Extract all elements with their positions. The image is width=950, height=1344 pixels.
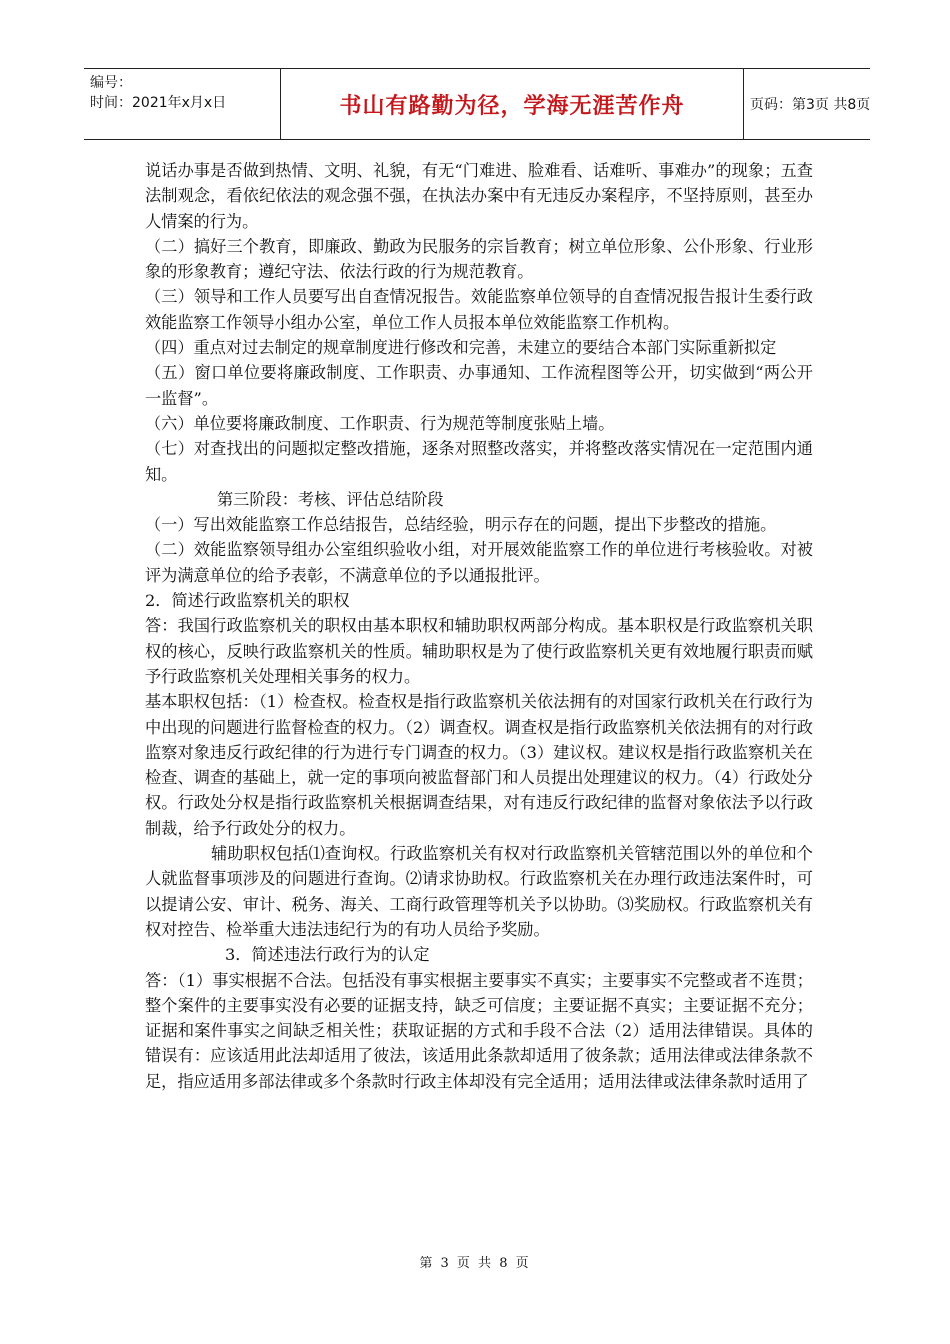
paragraph: （七）对查找出的问题拟定整改措施，逐条对照整改落实，并将整改落实情况在一定范围内通知。 [145,439,813,484]
paragraph: 答：（1）事实根据不合法。包括没有事实根据主要事实不真实；主要事实不完整或者不连贯；整个案件的主要事实没有必要的证据支持，缺乏可信度；主要证据不真实；主要证据不充分；证据和案件事实之间缺乏相关性；获取证据的方式和手段不合法（2）适用法律错误。具体的错误有：应该适用此法却适用了彼法，该适用此条款却适用了彼条款；适用法律或法律条款不足，指应适用多部法律或多个条款时行政主体却没有完全适用；适用法律或法律条款时适用了 [145,970,813,1091]
section-heading: 第三阶段：考核、评估总结阶段 [217,489,444,509]
question-heading: 2．简述行政监察机关的职权 [145,591,350,611]
page-header [84,68,870,140]
question-heading: 3．简述违法行政行为的认定 [225,945,430,965]
document-body [145,158,813,1094]
document-date-label: 时间：2021年x月x日 [90,95,227,111]
header-motto: 书山有路勤为径，学海无涯苦作舟 [339,93,685,119]
page-footer [0,1252,950,1271]
paragraph: （二）搞好三个教育，即廉政、勤政为民服务的宗旨教育；树立单位形象、公仆形象、行业形象的形象教育；遵纪守法、依法行政的行为规范教育。 [145,236,813,282]
header-page-cell [744,69,870,139]
paragraph: （六）单位要将廉政制度、工作职责、行为规范等制度张贴上墙。 [145,413,615,433]
paragraph: （三）领导和工作人员要写出自查情况报告。效能监察单位领导的自查情况报告报计生委行政效能监察工作领导小组办公室，单位工作人员报本单位效能监察工作机构。 [145,287,813,332]
header-page-number: 页码：第3页 共8页 [750,97,871,113]
paragraph: 基本职权包括：（1）检查权。检查权是指行政监察机关依法拥有的对国家行政机关在行政行为中出现的问题进行监督检查的权力。（2）调查权。调查权是指行政监察机关依法拥有的对行政监察对象违反行政纪律的行为进行专门调查的权力。（3）建议权。建议权是指行政监察机关在检查、调查的基础上，就一定的事项向被监督部门和人员提出处理建议的权力。（4）行政处分权。行政处分权是指行政监察机关根据调查结果，对有违反行政纪律的监督对象依法予以行政制裁，给予行政处分的权力。 [145,692,813,838]
document-number-label: 编号： [90,75,132,91]
header-motto-cell [280,69,744,139]
header-meta [84,69,280,139]
paragraph: 说话办事是否做到热情、文明、礼貌，有无“门难进、脸难看、话难听、事难办”的现象；五查法制观念，看依纪依法的观念强不强，在执法办案中有无违反办案程序，不坚持原则，甚至办人情案的行为。 [145,161,813,231]
paragraph: （四）重点对过去制定的规章制度进行修改和完善，未建立的要结合本部门实际重新拟定 [145,338,777,358]
paragraph: （一）写出效能监察工作总结报告，总结经验，明示存在的问题，提出下步整改的措施。 [145,515,777,535]
paragraph: 辅助职权包括⑴查询权。行政监察机关有权对行政监察机关管辖范围以外的单位和个人就监督事项涉及的问题进行查询。⑵请求协助权。行政监察机关在办理行政违法案件时，可以提请公安、审计、税务、海关、工商行政管理等机关予以协助。⑶奖励权。行政监察机关有权对控告、检举重大违法违纪行为的有功人员给予奖励。 [145,844,813,939]
footer-page-number: 第 3 页 共 8 页 [419,1256,531,1271]
paragraph: 答：我国行政监察机关的职权由基本职权和辅助职权两部分构成。基本职权是行政监察机关职权的核心，反映行政监察机关的性质。辅助职权是为了使行政监察机关更有效地履行职责而赋予行政监察机关处理相关事务的权力。 [145,616,813,686]
paragraph: （五）窗口单位要将廉政制度、工作职责、办事通知、工作流程图等公开，切实做到“两公开一监督”。 [145,363,813,408]
paragraph: （二）效能监察领导组办公室组织验收小组，对开展效能监察工作的单位进行考核验收。对被评为满意单位的给予表彰，不满意单位的予以通报批评。 [145,540,813,585]
